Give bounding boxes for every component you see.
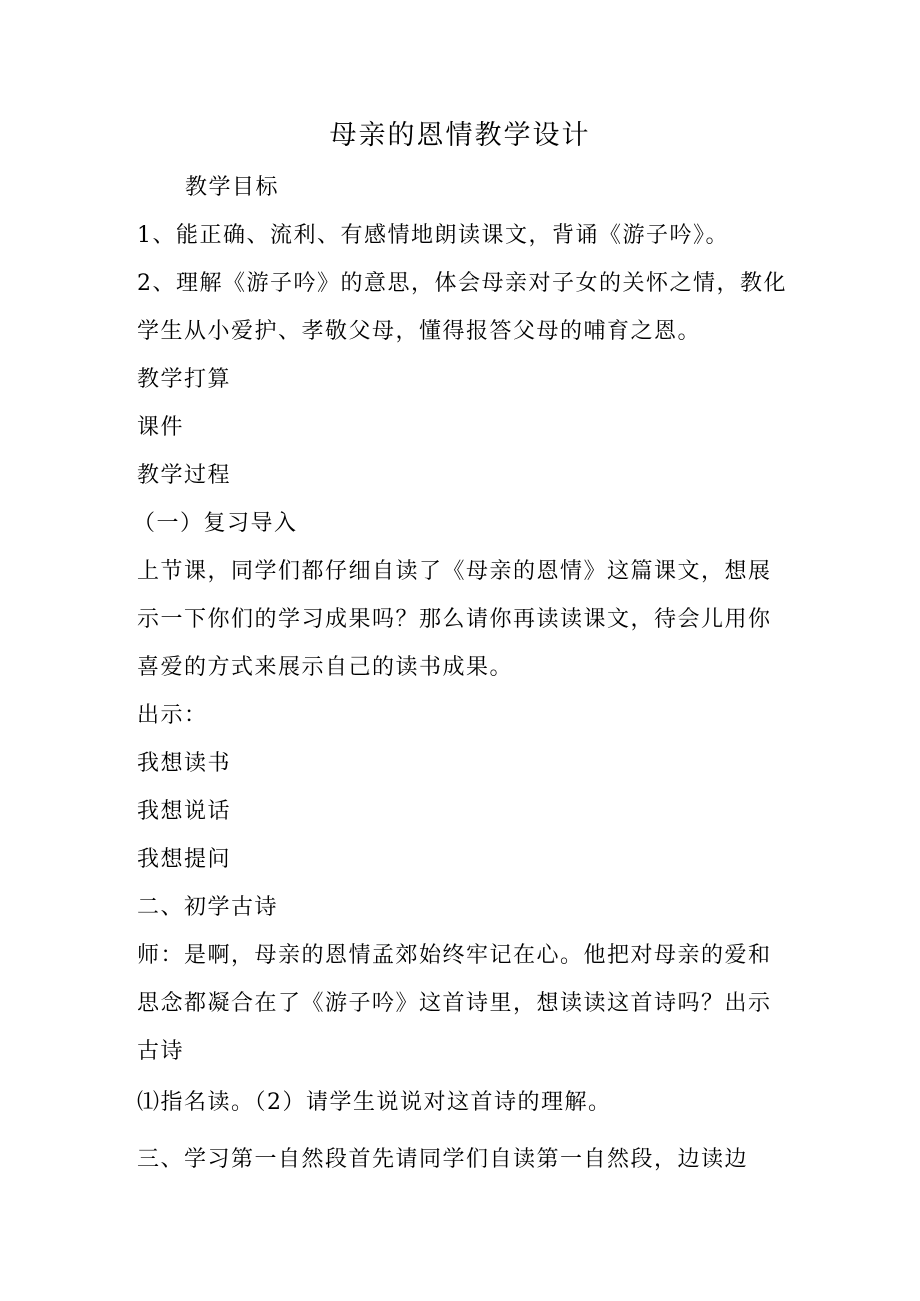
step-heading-first-paragraph: 三、学习第一自然段首先请同学们自读第一自然段，边读边 — [137, 1147, 749, 1172]
show-label: 出示： — [137, 703, 208, 728]
goal-item-2: 2、理解《游子吟》的意思，体会母亲对子女的关怀之情，教化 — [137, 271, 787, 296]
goal-item-2-continued: 学生从小爱护、孝敬父母，懂得报答父母的哺育之恩。 — [137, 319, 702, 344]
option-read: 我想读书 — [137, 751, 232, 776]
step-heading-poem: 二、初学古诗 — [137, 895, 279, 920]
paragraph-line: 古诗 — [137, 1039, 185, 1064]
section-heading-process: 教学过程 — [137, 463, 232, 488]
preparation-item: 课件 — [137, 415, 185, 440]
step-heading-review: （一）复习导入 — [133, 511, 298, 536]
section-heading-teaching-goals: 教学目标 — [185, 175, 280, 200]
document-title: 母亲的恩情教学设计 — [329, 120, 591, 151]
paragraph-line: 上节课，同学们都仔细自读了《母亲的恩情》这篇课文，想展 — [137, 559, 772, 584]
poem-activities: ⑴指名读。（2）请学生说说对这首诗的理解。 — [137, 1090, 612, 1115]
paragraph-line: 思念都凝合在了《游子吟》这首诗里，想读读这首诗吗？出示 — [137, 991, 772, 1016]
option-ask: 我想提问 — [137, 847, 232, 872]
option-speak: 我想说话 — [137, 799, 232, 824]
paragraph-line: 师：是啊，母亲的恩情孟郊始终牢记在心。他把对母亲的爱和 — [137, 943, 772, 968]
section-heading-preparation: 教学打算 — [137, 367, 232, 392]
paragraph-line: 示一下你们的学习成果吗？那么请你再读读课文，待会儿用你 — [137, 607, 772, 632]
goal-item-1: 1、能正确、流利、有感情地朗读课文，背诵《游子吟》。 — [137, 223, 729, 248]
paragraph-line: 喜爱的方式来展示自己的读书成果。 — [137, 655, 514, 680]
